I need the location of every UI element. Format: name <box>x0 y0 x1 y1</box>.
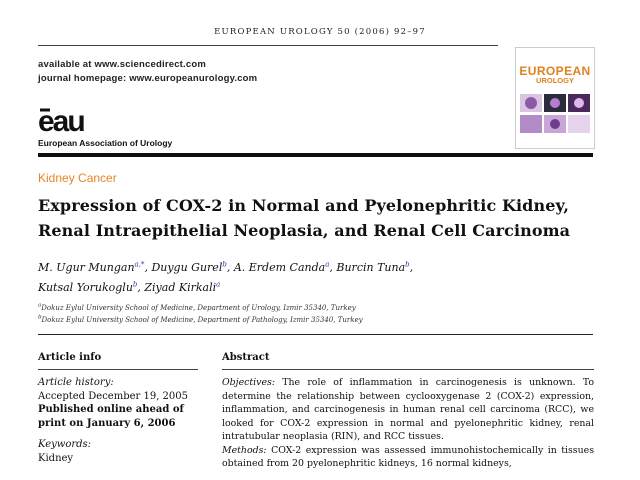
cover-title: EUROPEAN <box>519 64 591 78</box>
author-name[interactable]: Duygu Gurel <box>151 261 223 274</box>
author-line-2: Kutsal Yorukoglu$^b$, Ziyad Kirkali$^a$ <box>38 280 221 294</box>
title-line-2: Renal Intraepithelial Neoplasia, and Renal Cell Carcinoma <box>38 221 571 240</box>
eau-org-name: European Association of Urology <box>38 138 173 148</box>
author-line-1: M. Ugur Mungan$^{a,*}$, Duygu Gurel$^b$, A. Erdem Canda$^a$, Burcin Tuna$^b$, <box>38 260 414 274</box>
abstract-body <box>222 376 594 471</box>
accepted-date: Accepted December 19, 2005 <box>38 390 189 402</box>
journal-cover[interactable] <box>515 47 595 149</box>
published-online-line-1: Published online ahead of <box>38 404 184 415</box>
section-label: Kidney Cancer <box>38 171 117 185</box>
article-title <box>38 193 598 243</box>
author-affiliation-mark[interactable]: b <box>405 260 410 269</box>
objectives-text: The role of inflammation in carcinogenesis is unknown. To determine the relationship between cyclooxygenase 2 (COX-2) expression, inflammation, and carcinogenesis in human renal cell carcinoma (RCC), we looked for COX-2 expression in normal and pyelonephritic kidney, renal intratubular neoplasia (RIN), and RCC tissues. <box>222 377 594 442</box>
author-affiliation-mark[interactable]: b <box>222 260 227 269</box>
author-name[interactable]: A. Erdem Canda <box>233 261 326 274</box>
cover-image <box>520 94 590 134</box>
header-thick-rule <box>38 153 593 157</box>
article-info <box>38 376 188 465</box>
eau-logo-mark <box>38 104 104 136</box>
abstract-objectives <box>222 376 594 444</box>
affiliation-b: $^b$Dokuz Eylul University School of Medicine, Department of Pathology, Izmir 35340, Turkey <box>38 314 363 324</box>
abstract-methods <box>222 444 594 471</box>
cover-subtitle: UROLOGY <box>536 76 574 85</box>
article-info-heading: Article info <box>38 352 102 363</box>
body-divider <box>38 334 593 335</box>
article-info-rule <box>38 369 198 370</box>
affiliation-a: $^a$Dokuz Eylul University School of Medicine, Department of Urology, Izmir 35340, Turkey <box>38 302 356 312</box>
published-online-line-2: print on January 6, 2006 <box>38 417 176 429</box>
author-name[interactable]: Burcin Tuna <box>336 261 406 274</box>
abstract-heading: Abstract <box>222 352 270 363</box>
author-affiliation-mark[interactable]: a <box>325 260 330 269</box>
author-name[interactable]: M. Ugur Mungan <box>38 261 135 274</box>
abstract-rule <box>222 369 594 370</box>
author-name[interactable]: Kutsal Yorukoglu <box>38 281 133 294</box>
author-name[interactable]: Ziyad Kirkali <box>144 281 217 294</box>
journal-homepage-link[interactable]: journal homepage: www.europeanurology.com <box>38 73 258 84</box>
title-line-1: Expression of COX-2 in Normal and Pyelonephritic Kidney, <box>38 196 570 215</box>
author-list <box>38 258 598 298</box>
author-affiliation-mark[interactable]: a <box>216 280 221 289</box>
history-label: Article history: <box>38 377 114 388</box>
sciencedirect-link[interactable]: available at www.sciencedirect.com <box>38 59 207 70</box>
eau-logo <box>38 104 104 140</box>
running-head: EUROPEAN UROLOGY 50 (2006) 92–97 <box>214 27 426 37</box>
svg-text:eau: eau <box>38 105 84 136</box>
methods-label: Methods: <box>222 444 267 456</box>
keyword-item: Kidney <box>38 452 74 464</box>
header-divider <box>38 45 498 46</box>
methods-text: COX-2 expression was assessed immunohistochemically in tissues obtained from 20 pyelonephritic kidneys, 16 normal kidneys, <box>222 444 595 469</box>
keywords-label: Keywords: <box>38 439 92 450</box>
author-affiliation-mark[interactable]: b <box>132 280 138 289</box>
author-affiliation-mark[interactable]: a,* <box>134 260 145 269</box>
objectives-label: Objectives: <box>222 377 275 388</box>
